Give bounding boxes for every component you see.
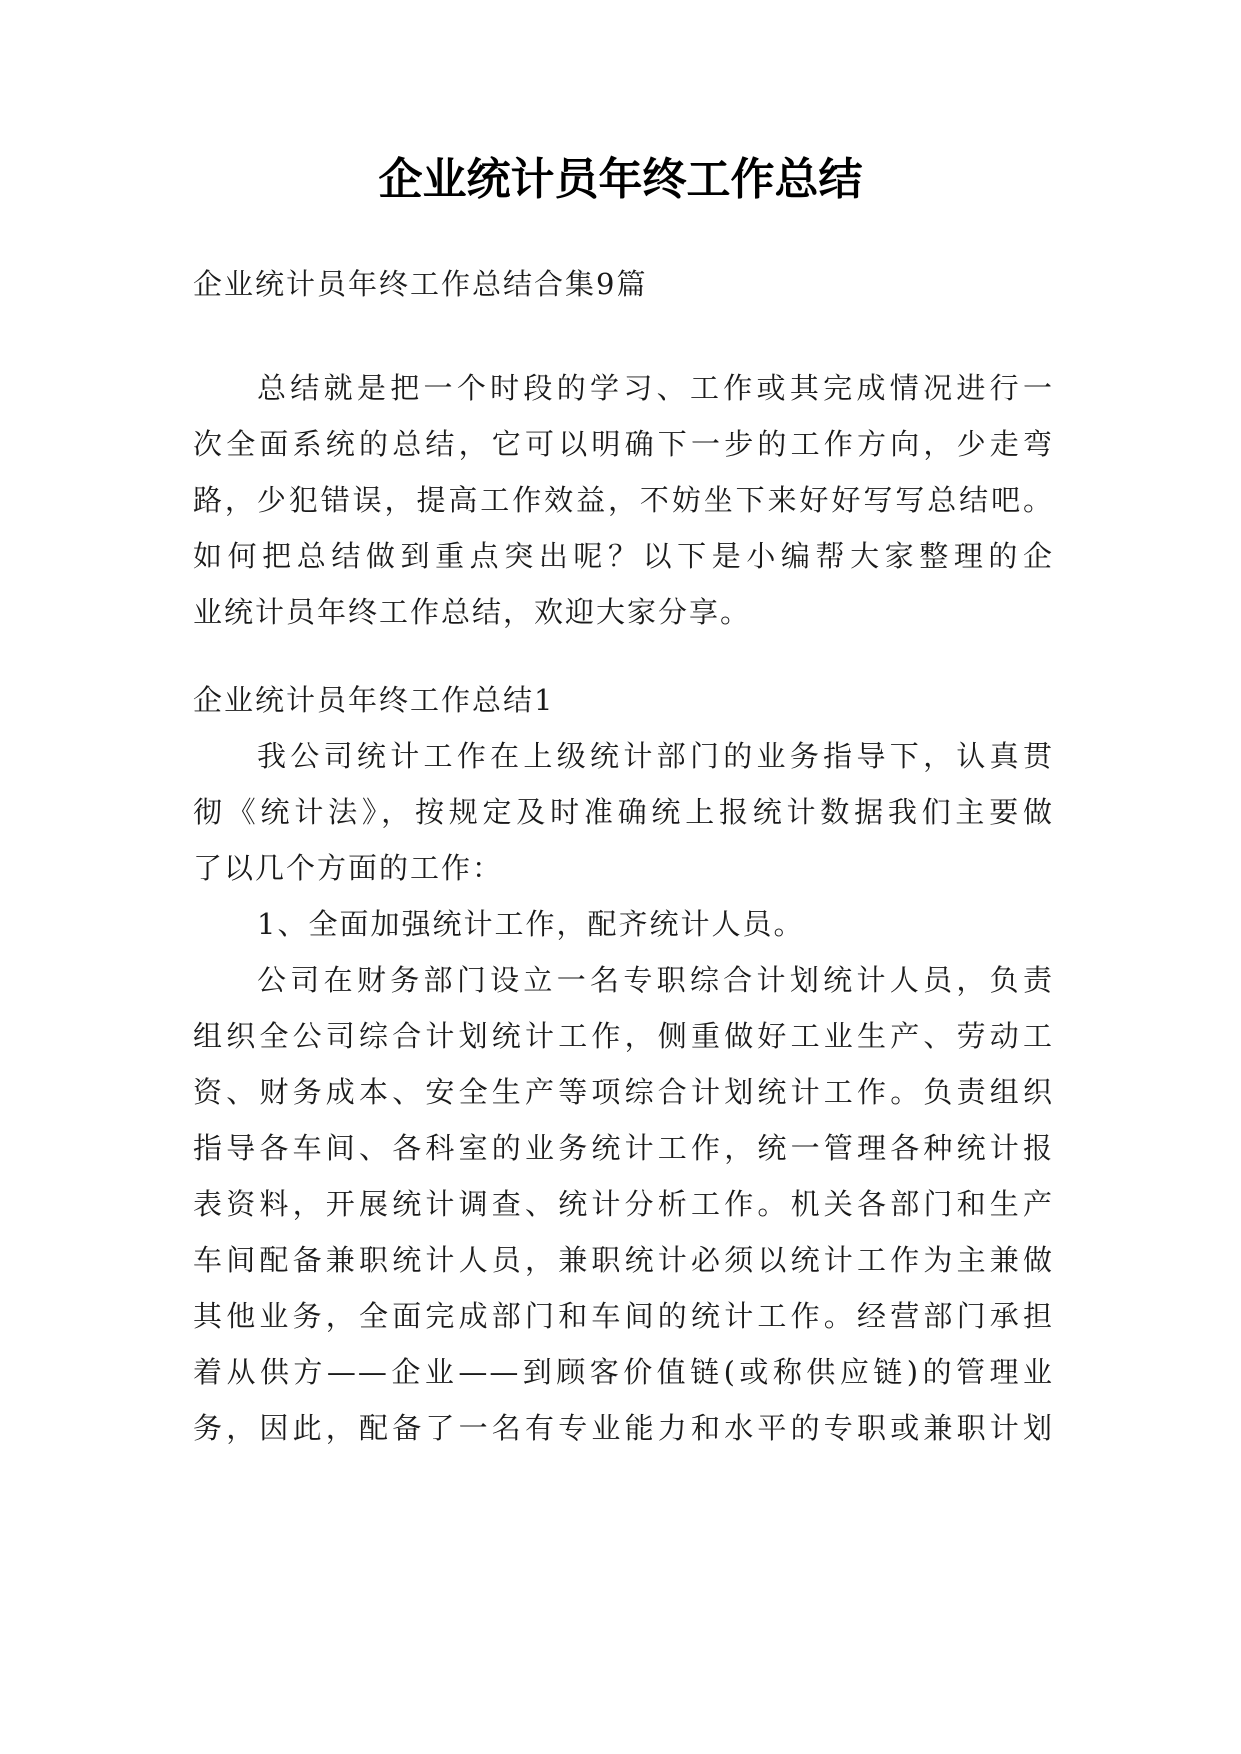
paragraph-line: 指导各车间、各科室的业务统计工作，统一管理各种统计报 [193, 1131, 1054, 1165]
intro-paragraph [193, 360, 1054, 640]
intro-line: 路，少犯错误，提高工作效益，不妨坐下来好好写写总结吧。 [193, 483, 1054, 517]
paragraph-line: 公司在财务部门设立一名专职综合计划统计人员，负责 [257, 963, 1054, 997]
section-1 [193, 672, 1054, 1456]
paragraph-line: 了以几个方面的工作： [193, 851, 504, 885]
intro-line: 业统计员年终工作总结，欢迎大家分享。 [193, 595, 752, 629]
section-heading: 企业统计员年终工作总结1 [193, 683, 555, 717]
intro-line: 次全面系统的总结，它可以明确下一步的工作方向，少走弯 [193, 427, 1054, 461]
paragraph-line: 我公司统计工作在上级统计部门的业务指导下，认真贯 [257, 739, 1054, 773]
paragraph-line: 资、财务成本、安全生产等项综合计划统计工作。负责组织 [193, 1075, 1054, 1109]
intro-line: 如何把总结做到重点突出呢？以下是小编帮大家整理的企 [193, 539, 1054, 573]
paragraph-line: 表资料，开展统计调查、统计分析工作。机关各部门和生产 [193, 1187, 1054, 1221]
list-item: 1、全面加强统计工作，配齐统计人员。 [257, 907, 805, 941]
paragraph-line: 务，因此，配备了一名有专业能力和水平的专职或兼职计划 [193, 1411, 1054, 1445]
intro-line: 总结就是把一个时段的学习、工作或其完成情况进行一 [257, 371, 1054, 405]
document-title: 企业统计员年终工作总结 [378, 154, 863, 205]
paragraph-line: 车间配备兼职统计人员，兼职统计必须以统计工作为主兼做 [193, 1243, 1054, 1277]
paragraph-line: 彻《统计法》，按规定及时准确统上报统计数据我们主要做 [193, 795, 1054, 829]
paragraph-line: 着从供方——企业——到顾客价值链(或称供应链)的管理业 [193, 1355, 1054, 1389]
subtitle-line: 企业统计员年终工作总结合集9篇 [193, 267, 648, 301]
document-subtitle [193, 256, 1054, 312]
paragraph-line: 其他业务，全面完成部门和车间的统计工作。经营部门承担 [193, 1299, 1054, 1333]
paragraph-line: 组织全公司综合计划统计工作，侧重做好工业生产、劳动工 [193, 1019, 1054, 1053]
